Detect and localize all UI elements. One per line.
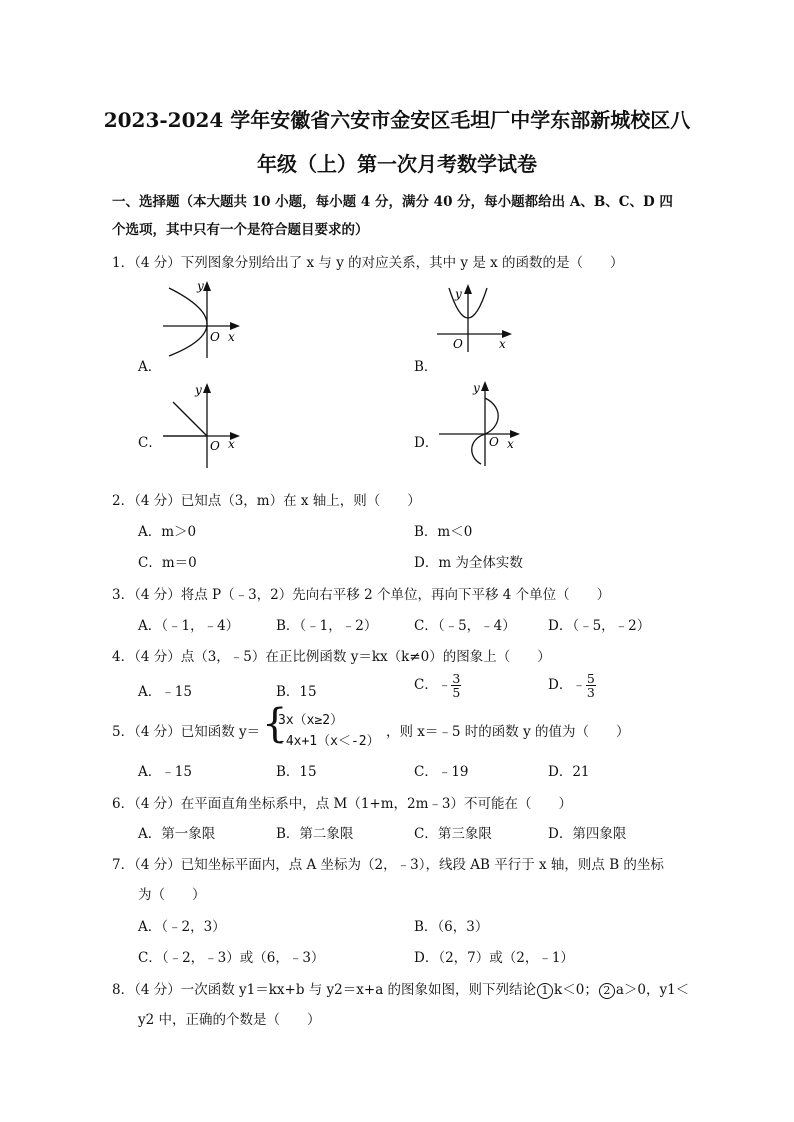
q7-option-b[interactable]: B．（6，3） <box>414 919 489 935</box>
graph-b <box>435 282 525 354</box>
question-2-text: 2．（4 分）已知点（3，m）在 x 轴上，则（ ） <box>112 493 421 509</box>
graph-c-y-label: y <box>195 383 202 397</box>
graph-b-origin-label: O <box>453 337 463 351</box>
q7-option-a[interactable]: A．（﹣2，3） <box>138 919 226 935</box>
q3-option-d[interactable]: D．（﹣5，﹣2） <box>548 618 651 634</box>
q4-option-c-numerator: 3 <box>452 671 461 686</box>
graph-c-y-arrow <box>203 383 211 393</box>
q4-option-d[interactable] <box>548 672 596 699</box>
question-7-text-line2: 为（ ） <box>138 887 206 903</box>
page-title-line2: 年级（上）第一次月考数学试卷 <box>257 152 537 176</box>
q3-option-a[interactable]: A．（﹣1，﹣4） <box>138 618 240 634</box>
q6-option-b[interactable]: B．第二象限 <box>276 826 354 842</box>
section-heading-line2: 个选项，其中只有一个是符合题目要求的） <box>112 222 369 238</box>
question-6-text: 6．（4 分）在平面直角坐标系中，点 M（1+m，2m﹣3）不可能在（ ） <box>112 796 573 812</box>
graph-d-origin-label: O <box>489 435 499 449</box>
question-7-text-line1: 7．（4 分）已知坐标平面内，点 A 坐标为（2，﹣3），线段 AB 平行于 x 轴，则点 B 的坐标 <box>112 857 664 873</box>
graph-c-origin-label: O <box>210 439 220 453</box>
graph-c-ray-upper <box>173 402 207 436</box>
graph-d-y-label: y <box>473 381 480 395</box>
graph-a-x-label: x <box>228 330 235 344</box>
graph-d-x-label: x <box>507 437 514 451</box>
q3-option-b[interactable]: B．（﹣1，﹣2） <box>276 618 378 634</box>
q4-option-c-denominator: 5 <box>452 685 461 701</box>
q4-option-d-fraction <box>586 672 596 699</box>
question-3-text: 3．（4 分）将点 P（﹣3，2）先向右平移 2 个单位，再向下平移 4 个单位（ ） <box>112 587 611 603</box>
graph-b-y-arrow <box>464 284 472 294</box>
q5-case-2: -4x+1（x＜-2） <box>278 734 380 749</box>
question-5-text-before: 5．（4 分）已知函数 y＝ <box>112 724 261 740</box>
q1-option-b[interactable]: B． <box>414 359 438 375</box>
q4-option-d-sign: ﹣ <box>572 677 586 694</box>
q4-option-c[interactable] <box>414 672 461 699</box>
q6-option-a[interactable]: A．第一象限 <box>138 826 216 842</box>
q4-option-c-letter: C． <box>414 677 438 694</box>
graph-a-y-label: y <box>197 279 204 293</box>
graph-b-x-label: x <box>499 337 506 351</box>
graph-c <box>155 380 250 470</box>
q8-text-b: k＜0； <box>554 982 598 998</box>
q8-text-a: 8．（4 分）一次函数 y1＝kx+b 与 y2＝x+a 的图象如图，则下列结论 <box>112 982 537 998</box>
graph-a-curve <box>169 288 207 356</box>
section-heading-line1: 一、选择题（本大题共 10 小题，每小题 4 分，满分 40 分，每小题都给出 A、B、C、D 四 <box>112 194 673 210</box>
graph-a-y-arrow <box>203 281 211 291</box>
q7-option-c[interactable]: C．（﹣2，﹣3）或（6，﹣3） <box>138 950 325 966</box>
q3-option-c[interactable]: C．（﹣5，﹣4） <box>414 618 516 634</box>
question-5-text-after: ，则 x＝﹣5 时的函数 y 的值为（ ） <box>386 724 630 740</box>
q4-option-b[interactable]: B．15 <box>276 684 317 700</box>
q7-option-d[interactable]: D．（2，7）或（2，﹣1） <box>414 950 574 966</box>
question-8-text-line2: y2 中，正确的个数是（ ） <box>138 1012 321 1028</box>
question-4-text: 4．（4 分）点（3，﹣5）在正比例函数 y＝kx（k≠0）的图象上（ ） <box>112 649 551 665</box>
q2-option-a[interactable]: A．m＞0 <box>138 524 197 540</box>
q4-option-d-letter: D． <box>548 677 573 694</box>
q2-option-b[interactable]: B．m＜0 <box>414 524 473 540</box>
q5-option-a[interactable]: A．﹣15 <box>138 764 192 780</box>
graph-b-y-label: y <box>455 287 462 301</box>
q8-circled-1: 1 <box>537 983 553 999</box>
q5-option-c[interactable]: C．﹣19 <box>414 764 469 780</box>
q1-option-d[interactable]: D． <box>414 435 439 451</box>
question-1-text: 1．（4 分）下列图象分别给出了 x 与 y 的对应关系，其中 y 是 x 的函数的是（ ） <box>112 255 624 271</box>
graph-a-origin-label: O <box>210 330 220 344</box>
graph-a-x-arrow <box>230 322 240 330</box>
q4-option-d-numerator: 5 <box>586 671 595 686</box>
q4-option-c-sign: ﹣ <box>437 677 452 694</box>
graph-d <box>435 378 530 468</box>
q8-circled-2: 2 <box>599 983 615 999</box>
q6-option-c[interactable]: C．第三象限 <box>414 826 492 842</box>
graph-d-y-arrow <box>481 381 489 391</box>
q4-option-a[interactable]: A．﹣15 <box>138 684 192 700</box>
q4-option-d-denominator: 3 <box>586 685 595 701</box>
graph-c-x-label: x <box>228 437 235 451</box>
q1-option-c[interactable]: C． <box>138 435 162 451</box>
q5-case-1: 3x（x≥2） <box>278 713 344 728</box>
q2-option-d[interactable]: D．m 为全体实数 <box>414 555 523 571</box>
q5-option-b[interactable]: B．15 <box>276 764 317 780</box>
q2-option-c[interactable]: C．m＝0 <box>138 555 197 571</box>
question-8-text-line1 <box>112 978 689 999</box>
q4-option-c-fraction <box>451 672 461 699</box>
q8-text-c: a＞0，y1＜ <box>615 982 690 998</box>
q5-piecewise-brace: { <box>262 701 288 747</box>
q6-option-d[interactable]: D．第四象限 <box>548 826 627 842</box>
q1-option-a[interactable]: A． <box>138 359 162 375</box>
graph-a <box>155 278 250 360</box>
page-title-line1: 2023-2024 学年安徽省六安市金安区毛坦厂中学东部新城校区八 <box>103 108 691 132</box>
q5-option-d[interactable]: D．21 <box>548 764 590 780</box>
